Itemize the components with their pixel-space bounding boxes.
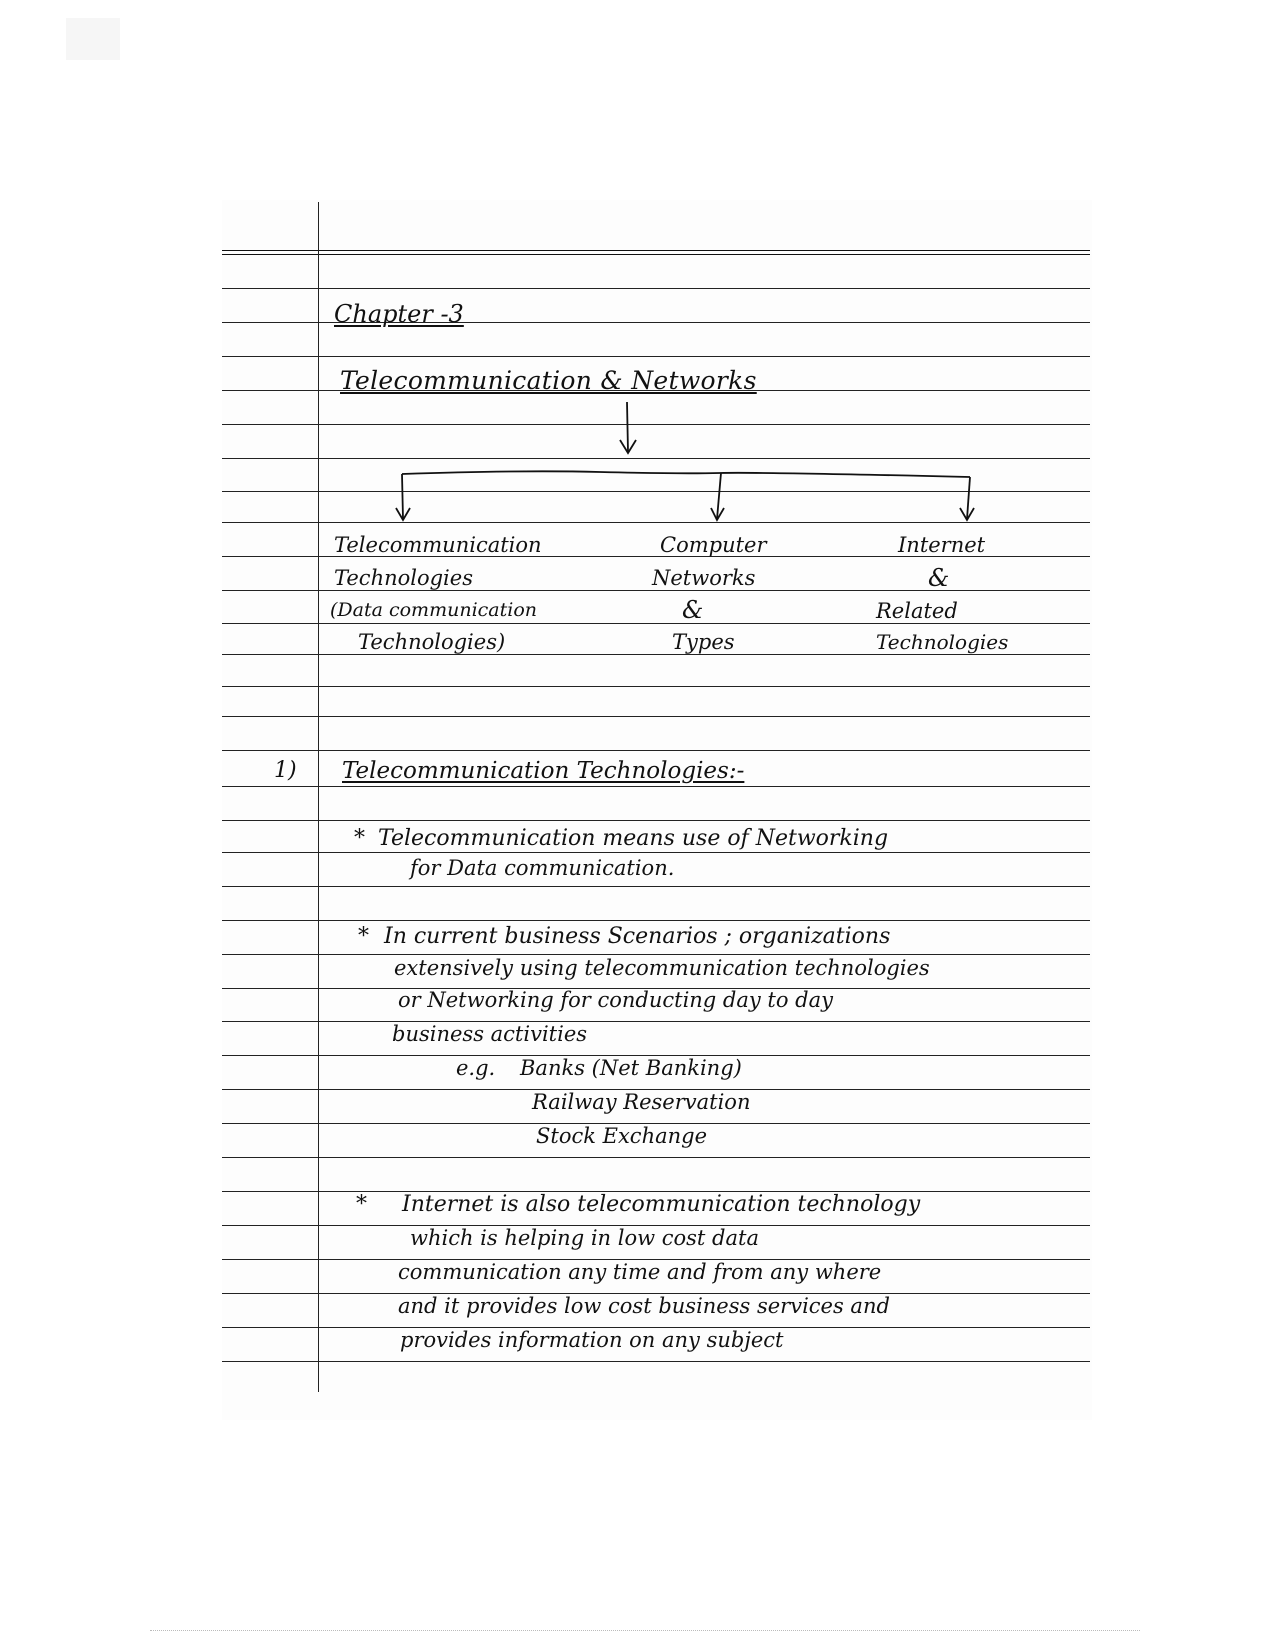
- branch-line: Networks: [652, 566, 756, 590]
- bullet-line: business activities: [392, 1022, 588, 1046]
- bullet-marker: *: [358, 924, 369, 949]
- bullet-marker: *: [354, 826, 365, 851]
- chapter-heading: Chapter -3: [334, 300, 464, 328]
- branch-line: Technologies: [876, 630, 1009, 654]
- bullet-line: In current business Scenarios ; organizations: [384, 924, 891, 949]
- branch-line: Technologies): [358, 630, 506, 654]
- branch-line: Telecommunication: [334, 533, 542, 557]
- branch-line: Internet: [898, 533, 986, 557]
- bullet-line: extensively using telecommunication technologies: [394, 956, 930, 980]
- bullet-line: for Data communication.: [410, 856, 675, 880]
- section-number: 1): [274, 758, 297, 783]
- example-item: Banks (Net Banking): [520, 1056, 742, 1080]
- bullet-line: Internet is also telecommunication technology: [402, 1192, 921, 1217]
- example-item: Stock Exchange: [536, 1124, 708, 1148]
- section-heading: Telecommunication Technologies:-: [342, 758, 745, 784]
- branch-line: Related: [876, 599, 958, 623]
- bullet-line: provides information on any subject: [400, 1328, 784, 1352]
- bullet-line: and it provides low cost business services and: [398, 1294, 890, 1318]
- bullet-line: Telecommunication means use of Networking: [378, 826, 889, 851]
- bullet-line: which is helping in low cost data: [410, 1226, 759, 1250]
- scan-edge-artifact: [150, 1630, 1140, 1631]
- page-title: Telecommunication & Networks: [340, 366, 757, 395]
- bullet-line: or Networking for conducting day to day: [398, 988, 834, 1012]
- branch-line: (Data communication: [330, 599, 537, 621]
- branch-line: &: [682, 596, 704, 624]
- example-item: Railway Reservation: [532, 1090, 751, 1114]
- branch-line: Computer: [660, 533, 767, 557]
- branch-line: &: [928, 564, 950, 592]
- branch-line: Technologies: [334, 566, 473, 590]
- example-prefix: e.g.: [456, 1056, 496, 1080]
- bullet-marker: *: [356, 1192, 367, 1217]
- bullet-line: communication any time and from any where: [398, 1260, 882, 1284]
- branch-line: Types: [672, 630, 735, 654]
